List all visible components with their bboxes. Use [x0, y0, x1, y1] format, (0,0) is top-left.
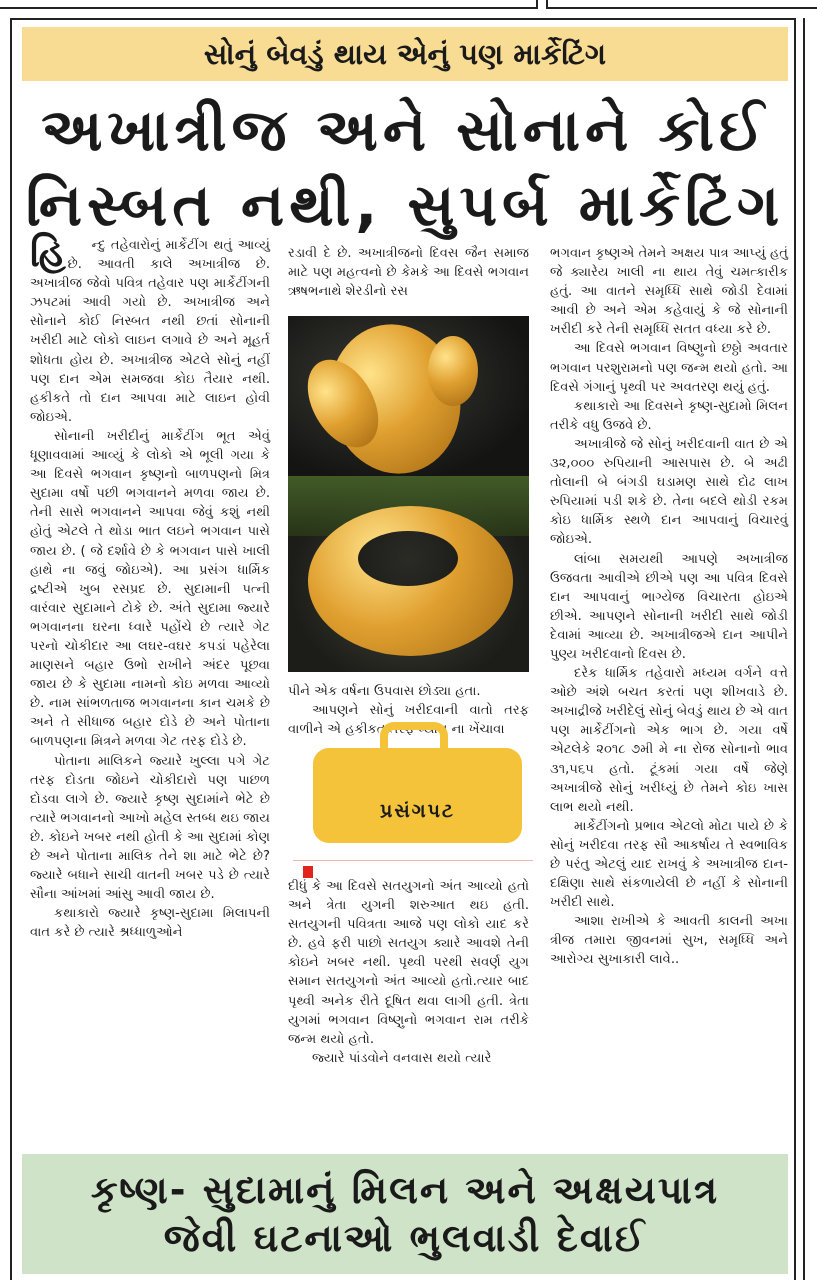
footer-banner [22, 1154, 788, 1274]
kicker-text: સોનું બેવડું થાય એનું પણ માર્કેટિંગ [203, 36, 607, 71]
paragraph: દીધું કે આ દિવસે સતયુગનો અંત આવ્યો હતો અને ત્રેતા યુગની શરુઆત થઇ હતી. સતયુગની પવિત્રતા આજે પણ લોકો યાદ કરે છે. હવે ફરી પાછો સતયુગ ક્યારે આવશે તેની કોઇને ખબર નથી. પૃથ્વી પરથી સવર્ણ યુગ સમાન સતયુગનો અંત આવ્યો હતો.ત્યાર બાદ પૃથ્વી અનેક રીતે દૂષિત થવા લાગી હતી. ત્રેતા યુગમાં ભગવાન વિષ્ણુનો ભગવાન રામ તરીકે જન્મ થયો હતો. [288, 879, 529, 1047]
paragraph: ભગવાન કૃષ્ણએ તેમને અક્ષય પાત્ર આપ્યું હતું જે ક્યારેય ખાલી ના થાય તેવું ચમત્કારીક હતું. આ વાતને સમૃધ્ધિ સાથે જોડી દેવામાં આવી છે અને એમ કહેવાયું કે જે સોનાની ખરીદી કરે તેની સમૃધ્ધિ સતત વધ્યા કરે છે. [550, 246, 788, 338]
paragraph: કથાકારો જ્યારે કૃષ્ણ-સુદામા મિલાપની વાત કરે છે ત્યારે શ્રધ્ધાળુઓને [30, 906, 270, 941]
paragraph: આશા રાખીએ કે આવતી કાલની અખા ત્રીજ તમારા જીવનમાં સુખ, સમૃધ્ધિ અને આરોગ્ય સુખાકારી લાવે.. [550, 914, 788, 968]
headline-line-2: નિસ્બત નથી, સુપર્બ માર્કેટિંગ [25, 171, 785, 239]
paragraph: લાંબા સમયથી આપણે અખાત્રીજ ઉજવતા આવીએ છીએ પણ આ પવિત્ર દિવસે દાન આપવાનું ભાગ્યેજ વિચારતા હોઇએ છીએ. આપણને સોનાની ખરીદી સાથે જોડી દેવામાં આવ્યા છે. અખાત્રીજએ દાન આપીને પુણ્ય ખરીદવાનો દિવસ છે. [550, 551, 788, 662]
paragraph: દરેક ધાર્મિક તહેવારો મધ્યમ વર્ગને વત્તે ઓછે અંશે બચત કરતાં પણ શીખવાડે છે. અખાદ્રીજે ખરીદેલું સોનું બેવડું થાય છે એ વાત પણ માર્કેટીંગનો એક ભાગ છે. ગયા વર્ષે એટલેકે ૨૦૧૮ ૭મી મે ના રોજ સોનાનો ભાવ ૩૧,૫૬૫ હતો. ટૂંકમાં ગયા વર્ષે જેણે અખાત્રીજે સોનું ખરીધ્યું છે તેમને કોઇ ખાસ લાભ થયો નથી. [550, 666, 788, 815]
section-badge-label: પ્રસંગપટ [380, 800, 455, 822]
paragraph: રડાવી દે છે. અખાત્રીજનો દિવસ જૈન સમાજ માટે પણ મહત્વનો છે કેમકે આ દિવસે ભગવાન ઋષભનાથે શેરડીનો રસ [288, 246, 529, 300]
paragraph: સોનાની ખરીદીનું માર્કેટીંગ ભૂત એવું ધૂણાવવામાં આવ્યું કે લોકો એ ભૂલી ગયા કે આ દિવસે ભગવાન કૃષ્ણનો બાળપણનો મિત્ર સુદામા વર્ષો પછી ભગવાનને મળવા જાય છે. તેની સાસે ભગવાનને આપવા જેવું કશું નથી હોતું એટલે તે થોડા ભાત લઇને ભગવાન પાસે જાય છે. ( જે દર્શાવે છે કે ભગવાન પાસે ખાલી હાથે ના જવું જોઇએ). આ પ્રસંગ ધાર્મિક દ્રષ્ટીએ ખુબ રસપ્રદ છે. સુદામાની પત્ની વારંવાર સુદામાને ટોકે છે. અંતે સુદામા જ્યારે ભગવાનના ઘરના ધ્વારે પહોંચે છે ત્યારે ગેટ પરનો ચોકીદાર આ લઘર-વઘર કપડાં પહેરેલા માણસને બહાર ઉભો રાખીને અંદર પૂછવા જાય છે કે સુદામા નામનો કોઇ મળવા આવ્યો છે. નામ સાંભળતાજ ભગવાનના કાન ચમકે છે અને તે સીધાજ બહાર દોડે છે અને પોતાના બાળપણના મિત્રને મળવા ગેટ તરફ દોડે છે. [30, 428, 270, 750]
article-column-2-bottom [288, 877, 529, 1068]
paragraph: પોતાના માલિકને જ્યારે ખુલ્લા પગે ગેટ તરફ દોડતા જોઇને ચોકીદારો પણ પાછળ દોડવા લાગે છે. જ્યારે કૃષ્ણ સુદામાંને ભેટે છે ત્યારે ભગવાનનો આખો મહેલ સ્તબ્ધ થઇ જાય છે. કોઇને ખબર નથી હોતી કે આ સુદામાં કોણ છે અને પોતાના માલિક તેને શા માટે ભેટે છે? જ્યારે બધાને સાચી વાતની ખબર પડે છે ત્યારે સૌના આંખમાં આંસુ આવી જાય છે. [30, 753, 270, 903]
gold-necklace-photo-2 [288, 476, 529, 672]
article-column-1 [30, 231, 270, 942]
divider [293, 860, 533, 861]
paragraph [30, 231, 270, 427]
footer-line-1: કૃષ્ણ- સુદામાનું મિલન અને અક્ષયપાત્ર [90, 1168, 720, 1212]
article-column-3 [550, 244, 788, 970]
gold-necklace-photo-1 [288, 316, 529, 476]
adjacent-column-edge [803, 18, 817, 1280]
top-rule [0, 0, 817, 16]
paragraph: અખાત્રીજે જે સોનું ખરીદવાની વાત છે એ ૩૨,૦૦૦ રુપિયાની આસપાસ છે. બે અઢી તોલાની બે બંગડી ઘડામણ સાથે દોઢ લાખ રુપિયામાં પડી શકે છે. તેના બદલે થોડી રકમ કોઇ ધાર્મિક સ્થળે દાન આપવાનું વિચારવું જોઇએ. [550, 436, 788, 548]
paragraph-text: ન્દુ તહેવારોનું માર્કેટીંગ થતું આવ્યું છે. આવતી કાલે અખાત્રીજ છે. અખાત્રીજ જેવો પવિત્ર તહેવાર પણ માર્કેટીંગની ઝપટમાં આવી ગયો છે. અખાત્રીજ અને સોનાને કોઈ નિસ્બત નથી છતાં સોનાની ખરીદી માટે લોકો લાઇન લગાવે છે અને મૂહર્ત શોધતા હોય છે. અખાત્રીજ એટલે સોનું નહીં પણ દાન એમ સમજવા કોઇ તૈયાર નથી. હકીકતે તો દાન આપવા માટે લાઇન હોવી જોઇએ. [30, 238, 270, 425]
footer-line-2: જેવી ઘટનાઓ ભુલવાડી દેવાઈ [163, 1216, 647, 1260]
paragraph: આ દિવસે ભગવાન વિષ્ણુનો છઠ્ઠો અવતાર ભગવાન પરશુરામનો પણ જન્મ થયો હતો. આ દિવસે ગંગાનું પૃથ્વી પર અવતરણ થયું હતું. [550, 341, 788, 395]
paragraph: પીને એક વર્ષના ઉપવાસ છોડ્યા હતા. [288, 684, 481, 699]
headline-line-1: અખાત્રીજ અને સોનાને કોઈ [41, 96, 769, 164]
kicker-banner [22, 27, 788, 81]
paragraph: આપણને સોનું ખરીદવાની વાતો તરફ વાળીને એ હકીકત તરફ ધ્યાન ના ખેંચાવા [288, 703, 529, 738]
drop-cap: હિ [30, 231, 66, 275]
article-column-2-top [288, 244, 529, 301]
paragraph: જ્યારે પાંડવોને વનવાસ થયો ત્યારે [312, 1050, 492, 1066]
paragraph: માર્કેટીંગનો પ્રભાવ એટલો મોટા પાયે છે કે સોનું ખરીદવા તરફ સૌ આકર્ષાય તે સ્વભાવિક છે પરંતુ એટલું યાદ રાખવું કે અખાત્રીજ દાન-દક્ષિણા સાથે સંકળાયેલી છે નહીં કે સોનાની ખરીદી સાથે. [550, 818, 788, 911]
paragraph: કથાકારો આ દિવસને કૃષ્ણ-સુદામો મિલન તરીકે વધુ ઉજવે છે. [550, 398, 788, 433]
